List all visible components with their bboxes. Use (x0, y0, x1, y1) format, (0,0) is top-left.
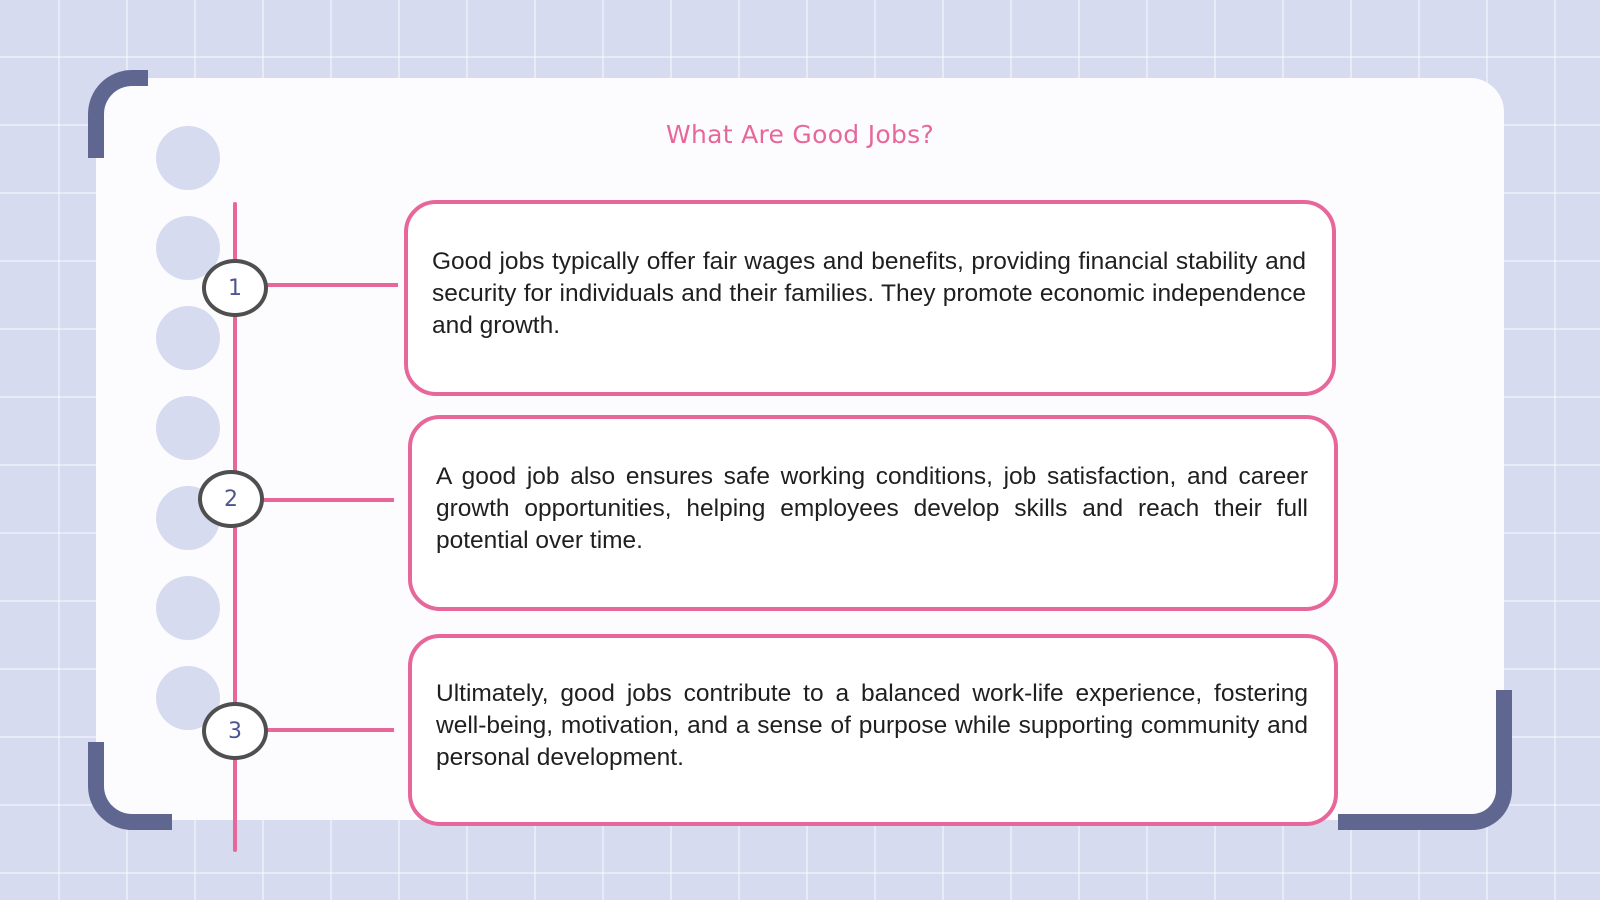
page-notch (156, 576, 220, 640)
step-2-connector (258, 498, 394, 502)
corner-bracket-bottom-left (88, 742, 172, 830)
page-notch (156, 396, 220, 460)
page-notch (156, 306, 220, 370)
step-2-circle: 2 (198, 470, 264, 528)
step-3-connector (262, 728, 394, 732)
step-2-card (408, 415, 1338, 611)
step-1-circle: 1 (202, 259, 268, 317)
step-3-text: Ultimately, good jobs contribute to a balanced work-life experience, fostering well-being, motivation, and a sense of purpose while supporting community and personal development. (436, 680, 1308, 771)
page-title: What Are Good Jobs? (665, 120, 935, 149)
step-1-card (404, 200, 1336, 396)
step-2-text: A good job also ensures safe working conditions, job satisfaction, and career growth opportunities, helping employees develop skills and reach their full potential over time. (436, 463, 1308, 554)
step-3-circle: 3 (202, 702, 268, 760)
step-1-connector (262, 283, 398, 287)
step-1-text: Good jobs typically offer fair wages and benefits, providing financial stability and security for individuals and their families. They promote economic independence and growth. (432, 248, 1306, 339)
step-3-card (408, 634, 1338, 826)
corner-bracket-bottom-right (1338, 690, 1512, 830)
